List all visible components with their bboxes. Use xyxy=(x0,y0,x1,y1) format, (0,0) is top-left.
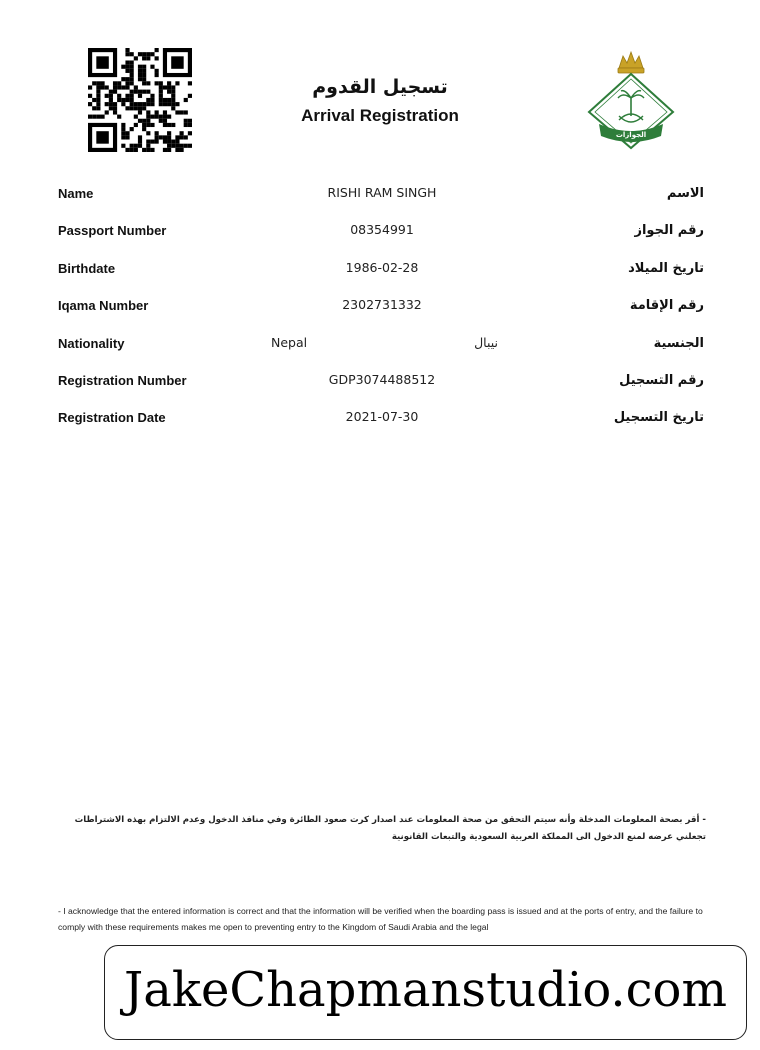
field-row-iqama xyxy=(58,298,704,335)
name-label: Name xyxy=(58,186,94,201)
acknowledgement-english: - I acknowledge that the entered information is correct and that the information will be verified when the boarding pass is issued and at the ports of entry, and the failure to comply with these requirements makes me open to preventing entry to the Kingdom of Saudi Arabia and the legal xyxy=(58,906,703,932)
iqama-value: 2302731332 xyxy=(342,297,422,313)
iqama-label: Iqama Number xyxy=(58,298,149,314)
nationality-value-arabic: نيبال xyxy=(474,334,498,350)
birthdate-value: 1986-02-28 xyxy=(345,259,419,275)
emblem-text: الجوازات xyxy=(615,131,647,139)
registration-fields xyxy=(58,186,704,448)
birthdate-label-arabic: تاريخ الميلاد xyxy=(628,260,704,276)
nationality-label-arabic: الجنسية xyxy=(653,335,704,351)
jawazat-emblem-icon xyxy=(585,48,677,150)
passport-value: 08354991 xyxy=(350,222,414,238)
name-label-arabic: الاسم xyxy=(666,186,704,201)
registration-number-label-arabic: رقم التسجيل xyxy=(619,372,704,388)
watermark-banner: JakeChapmanstudio.com xyxy=(104,945,747,1040)
birthdate-label: Birthdate xyxy=(58,260,116,276)
passport-label: Passport Number xyxy=(58,223,167,239)
field-row-nationality xyxy=(58,336,704,373)
iqama-label-arabic: رقم الإقامة xyxy=(629,298,704,314)
registration-date-value: 2021-07-30 xyxy=(345,409,419,425)
field-row-registration-number xyxy=(58,373,704,410)
registration-date-label-arabic: تاريخ التسجيل xyxy=(613,410,704,426)
field-row-name xyxy=(58,186,704,223)
field-row-passport xyxy=(58,223,704,260)
field-row-birthdate xyxy=(58,261,704,298)
name-value: RISHI RAM SINGH xyxy=(327,185,437,200)
registration-date-label: Registration Date xyxy=(58,410,166,426)
registration-number-value: GDP3074488512 xyxy=(328,371,436,387)
registration-number-label: Registration Number xyxy=(58,372,187,388)
title-english: Arrival Registration xyxy=(301,106,459,125)
acknowledgement-arabic: - أقر بصحة المعلومات المدخلة وأنه سيتم التحقق من صحة المعلومات عند اصدار كرت صعود الطائرة وفي منافذ الدخول وعدم الالتزام بهذه الاشتراطات تجعلني عرضه لمنع الدخول الى المملكة العربية السعودية والتبعات القانونية xyxy=(74,815,706,842)
qr-code-icon xyxy=(88,48,192,152)
nationality-label: Nationality xyxy=(58,335,125,351)
passport-label-arabic: رقم الجواز xyxy=(634,223,704,239)
field-row-registration-date xyxy=(58,410,704,447)
nationality-value: Nepal xyxy=(271,334,308,350)
title-arabic: تسجيل القدوم xyxy=(312,76,448,98)
